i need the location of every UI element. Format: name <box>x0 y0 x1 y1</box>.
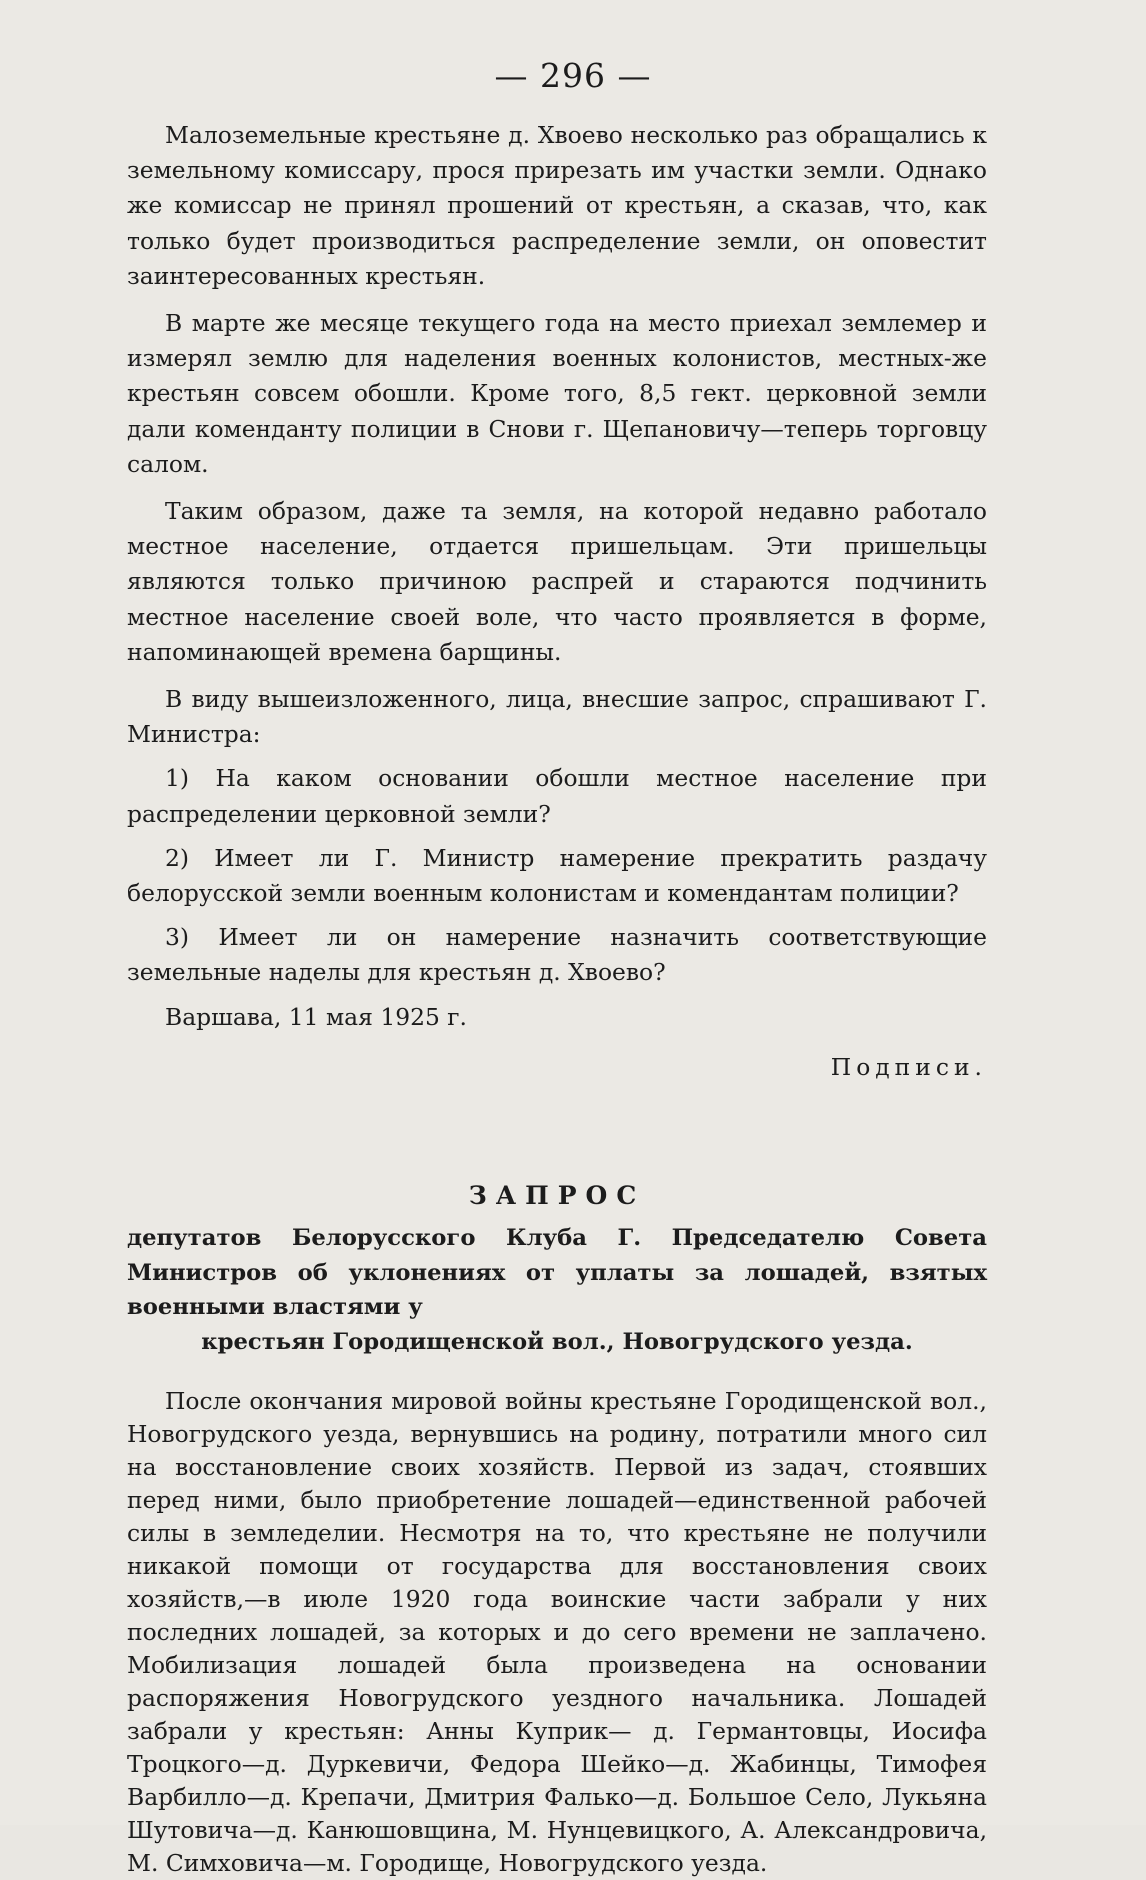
question-2: 2) Имеет ли Г. Министр намерение прекратить раздачу белорусской земли военным колонистам и комендантам полиции? <box>127 843 987 908</box>
date-line: Варшава, 11 мая 1925 г. <box>165 1002 467 1031</box>
paragraph-3: Таким образом, даже та земля, на которой недавно работало местное население, отдается пришельцам. Эти пришельцы являются только причиною распрей и стараются подчинить местное население своей воле, что часто проявляется в форме, напоминающей времена барщины. <box>127 497 987 666</box>
question-1: 1) На каком основании обошли местное население при распределении церковной земли? <box>127 764 987 828</box>
question-3: 3) Имеет ли он намерение назначить соответствующие земельные наделы для крестьян д. Хвоево? <box>127 923 987 987</box>
paragraph-1: Малоземельные крестьяне д. Хвоево несколько раз обращались к земельному комиссару, прося прирезать им участки земли. Однако же комиссар не принял прошений от крестьян, а сказав, что, как только будет производиться распределение земли, он оповестит заинтересованных крестьян. <box>127 121 987 290</box>
section-subheading: депутатов Белорусского Клуба Г. Председателю Совета Министров об уклонениях от уплаты за лошадей, взятых военными властями у <box>127 1225 987 1321</box>
page-number: — 296 — <box>494 56 652 95</box>
paragraph-2: В марте же месяце текущего года на место приехал землемер и измерял землю для наделения военных колонистов, местных-же крестьян совсем обошли. Кроме того, 8,5 гект. церковной земли дали коменданту полиции в Снови г. Щепановичу—теперь торговцу салом. <box>127 309 987 478</box>
paragraph-4: В виду вышеизложенного, лица, внесшие запрос, спрашивают Г. Министра: <box>127 685 987 749</box>
signatures: Подписи. <box>830 1052 987 1081</box>
section-heading: ЗАПРОС <box>468 1181 646 1211</box>
section-subheading-end: крестьян Городищенской вол., Новогрудского уезда. <box>201 1328 913 1355</box>
text-column <box>127 118 987 1880</box>
section-body: После окончания мировой войны крестьяне Городищенской вол., Новогрудского уезда, вернувшись на родину, потратили много сил на восстановление своих хозяйств. Первой из задач, стоявших перед ними, было приобретение лошадей—единственной рабочей силы в земледелии. Несмотря на то, что крестьяне не получили никакой помощи от государства для восстановления своих хозяйств,—в июле 1920 года воинские части забрали у них последних лошадей, за которых и до сего времени не заплачено. Мобилизация лошадей была произведена на основании распоряжения Новогрудского уездного начальника. Лошадей забрали у крестьян: Анны Куприк— д. Германтовцы, Иосифа Троцкого—д. Дуркевичи, Федора Шейко—д. Жабинцы, Тимофея Варбилло—д. Крепачи, Дмитрия Фалько—д. Большое Село, Лукьяна Шутовича—д. Канюшовщина, М. Нунцевицкого, А. Александровича, М. Симховича—м. Городище, Новогрудского уезда. <box>127 1387 987 1878</box>
